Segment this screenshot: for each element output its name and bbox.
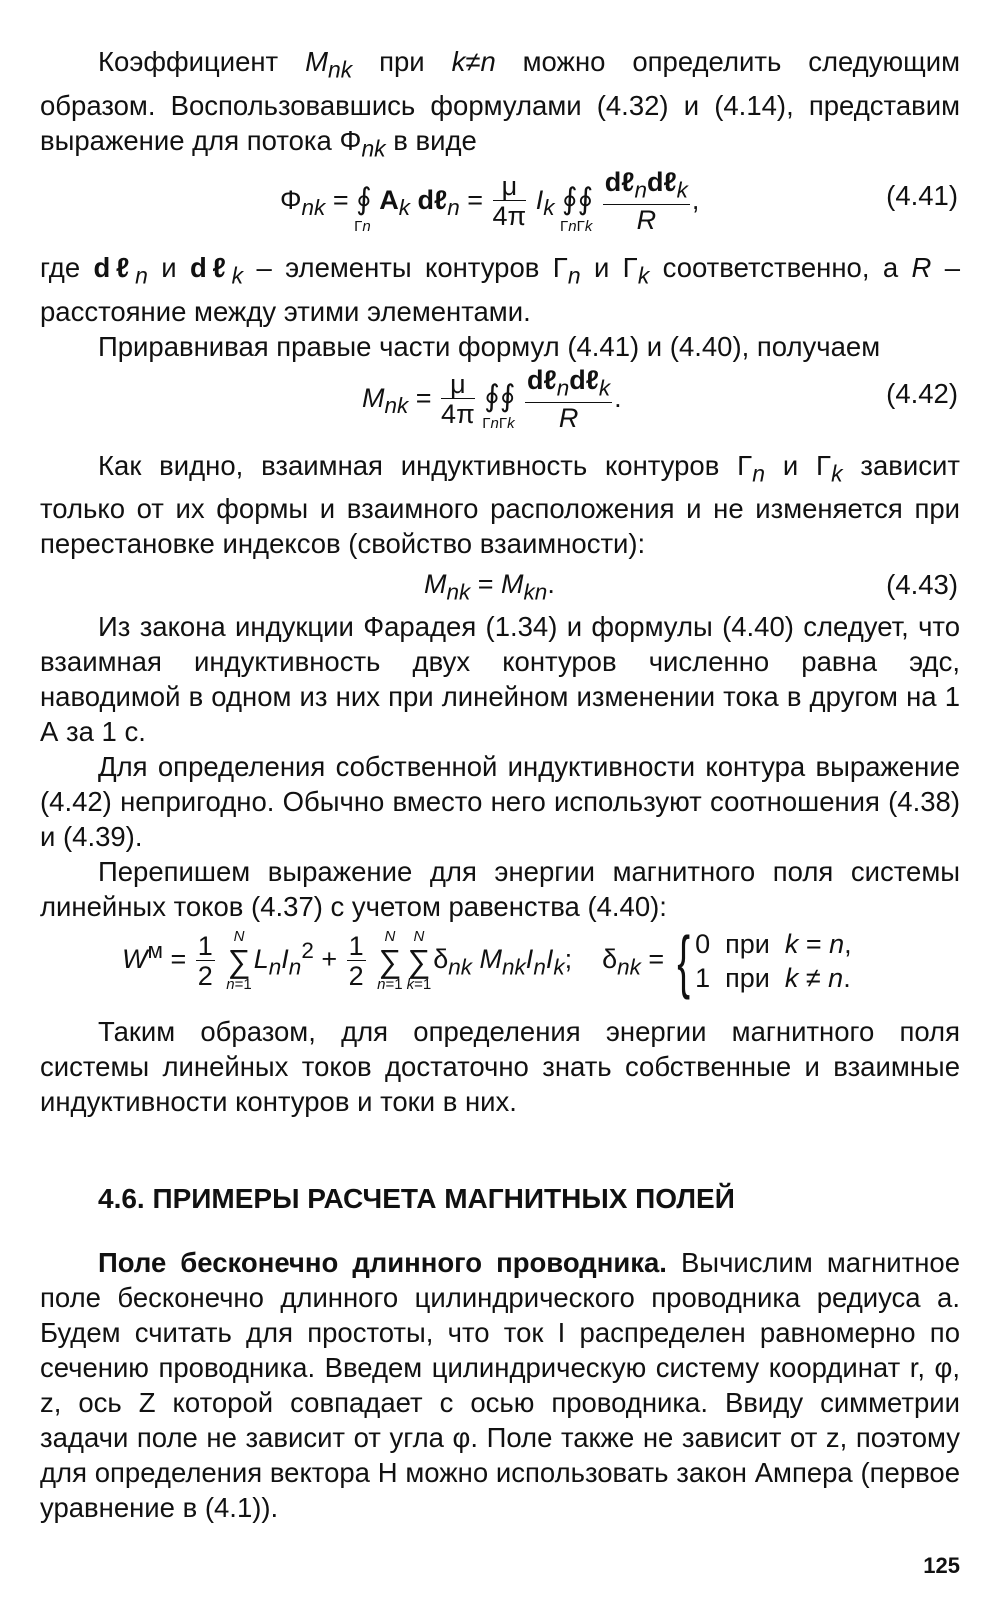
equation-number-4-41: (4.41): [886, 180, 958, 211]
page-number: 125: [923, 1553, 960, 1578]
paragraph-3: Приравнивая правые части формул (4.41) и (4.40), получаем: [98, 330, 881, 362]
paragraph-4: Как видно, взаимная индуктивность контуров $\Gamma_n$ и $\Gamma_k$ зависит только от их формы и взаимного расположения и не изменяется при перестановке индексов (свойство взаимности):: [40, 449, 960, 559]
paragraph-1: Коэффициент $M_{nk}$ при k≠n можно определить следующим образом. Воспользовавшись формулами (4.32) и (4.14), представим выражение для потока $\Phi_{nk}$ в виде: [40, 46, 960, 161]
paragraph-2: где dℓ$_n$ и dℓ$_k$ – элементы контуров $\Gamma_n$ и $\Gamma_k$ соответственно, а R – расстояние между этими элементами.: [40, 252, 961, 327]
paragraph-9-title: Поле бесконечно длинного проводника.: [98, 1247, 667, 1278]
paragraph-9: [40, 1245, 960, 1525]
section-heading: 4.6. ПРИМЕРЫ РАСЧЕТА МАГНИТНЫХ ПОЛЕЙ: [98, 1183, 735, 1214]
equation-4-41-body: $\Phi_{nk}$ = ∮ Γn $A_k$ dℓ$_n$ = $\frac{\mu}{4\pi}$ $I_k$ ∮∮ ΓnΓk $\frac{d\ell_nd\ell_k}{R}$ ,: [280, 167, 700, 236]
equation-4-42: [40, 364, 960, 448]
paragraph-9-text: Вычислим магнитное поле бесконечно длинного цилиндрического проводника редиуса a. Будем считать для простоты, что ток I распределен равномерно по сечению проводника. Введем цилиндрическую систему координат r, φ, z, ось Z которой совпадает с осью проводника. Ввиду симметрии задачи поле не зависит от угла φ. Поле также не зависит от z, поэтому для определения вектора H можно использовать закон Ампера (первое уравнение в (4.1)).: [40, 1247, 960, 1523]
equation-4-43: [40, 561, 960, 609]
page-content: [40, 44, 960, 1525]
equation-4-43-body: $M_{nk} = M_{kn}$.: [424, 569, 555, 605]
equation-number-4-43: (4.43): [886, 569, 958, 600]
paragraph-5: Из закона индукции Фарадея (1.34) и формулы (4.40) следует, что взаимная индуктивность двух контуров численно равна эдс, наводимой в одном из них при линейном изменении тока в другом на 1 А за 1 с.: [40, 611, 960, 747]
equation-4-42-body: $M_{nk}$ = $\frac{\mu}{4\pi}$ ∮∮ ΓnΓk $\frac{d\ell_nd\ell_k}{R}$ .: [362, 364, 622, 433]
equation-4-41: [40, 166, 960, 250]
equation-number-4-42: (4.42): [886, 377, 958, 409]
paragraph-6: Для определения собственной индуктивности контура выражение (4.42) непригодно. Обычно вместо него используют соотношения (4.38) и (4.39).: [40, 751, 960, 852]
paragraph-8: Таким образом, для определения энергии магнитного поля системы линейных токов достаточно знать собственные и взаимные индуктивности контуров и токи в них.: [40, 1016, 960, 1117]
equation-energy-body: $W^м$ = $\frac{1}{2}$ N ∑ n=1 $L_nI_n^2$ + $\frac{1}{2}$ N ∑ n=1 N ∑ k=1 $\delta_{nk}$ $M_{nk}I_nI_k$; $\delta_{nk}$ = { 0 при k = n, 1 при k ≠ n.: [122, 922, 852, 1000]
paragraph-7: Перепишем выражение для энергии магнитного поля системы линейных токов (4.37) с учетом равенства (4.40):: [40, 856, 960, 922]
equation-energy: [40, 924, 960, 1014]
